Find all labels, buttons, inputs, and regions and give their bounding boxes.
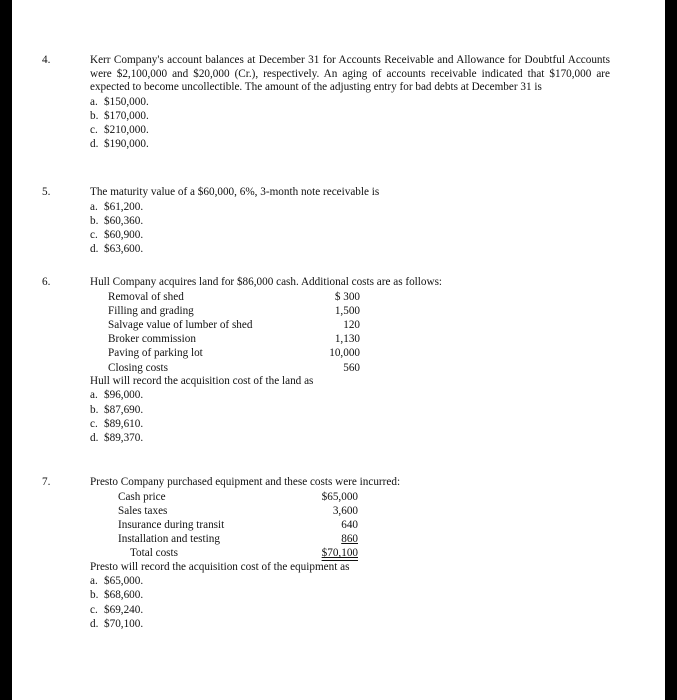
question-stem: The maturity value of a $60,000, 6%, 3-month note receivable is <box>90 186 380 198</box>
question-prompt: Hull will record the acquisition cost of the land as <box>90 374 314 387</box>
option: b. $68,600. <box>90 589 144 602</box>
table-row: Closing costs 560 <box>108 361 360 374</box>
table-row: Insurance during transit 640 <box>118 519 358 531</box>
option: c. $69,240. <box>90 603 144 616</box>
table-row: Salvage value of lumber of shed 120 <box>108 319 360 331</box>
cost-table <box>118 490 358 561</box>
question-prompt: Presto will record the acquisition cost of the equipment as <box>90 560 350 573</box>
document-page <box>12 0 665 700</box>
question-number: 5. <box>42 186 51 198</box>
option: d. $63,600. <box>90 243 144 256</box>
table-row: Paving of parking lot 10,000 <box>108 347 360 360</box>
option: b. $60,360. <box>90 214 144 227</box>
question-number: 7. <box>42 476 51 488</box>
question-number: 4. <box>42 54 51 66</box>
question-stem: Presto Company purchased equipment and these costs were incurred: <box>90 476 401 488</box>
option: d. $70,100. <box>90 617 144 630</box>
option: c. $60,900. <box>90 229 144 241</box>
question-5 <box>42 186 610 256</box>
table-row: Sales taxes 3,600 <box>118 504 358 517</box>
option: a. $96,000. <box>90 389 144 402</box>
question-number: 6. <box>42 276 51 288</box>
question-stem: Kerr Company's account balances at December 31 for Accounts Receivable and Allowance for Doubtful Accounts were $2,100,000 and $20,000 (Cr.), respectively. An aging of accounts receivable indicated that $170,000 are expected to become uncollectible. The amount of the adjusting entry for bad debts at December 31 is <box>90 54 610 94</box>
option: a. $65,000. <box>90 575 144 588</box>
option: d. $89,370. <box>90 432 144 445</box>
table-row: Installation and testing 860 <box>118 533 358 546</box>
option: a. $61,200. <box>90 200 144 213</box>
table-row: Broker commission 1,130 <box>108 333 360 346</box>
question-4 <box>42 54 610 152</box>
question-stem: Hull Company acquires land for $86,000 cash. Additional costs are as follows: <box>90 276 443 288</box>
table-row: Filling and grading 1,500 <box>108 304 360 317</box>
option: b. $87,690. <box>90 403 144 416</box>
table-row: Cash price $65,000 <box>118 490 358 503</box>
table-row: Total costs $70,100 <box>130 547 358 560</box>
option: c. $210,000. <box>90 124 149 137</box>
option: b. $170,000. <box>90 109 149 122</box>
question-7 <box>42 476 610 631</box>
question-6 <box>42 276 610 445</box>
option: c. $89,610. <box>90 417 144 430</box>
cost-table <box>108 290 360 375</box>
table-row: Removal of shed $ 300 <box>108 290 360 303</box>
option: d. $190,000. <box>90 138 149 151</box>
option: a. $150,000. <box>90 95 149 108</box>
